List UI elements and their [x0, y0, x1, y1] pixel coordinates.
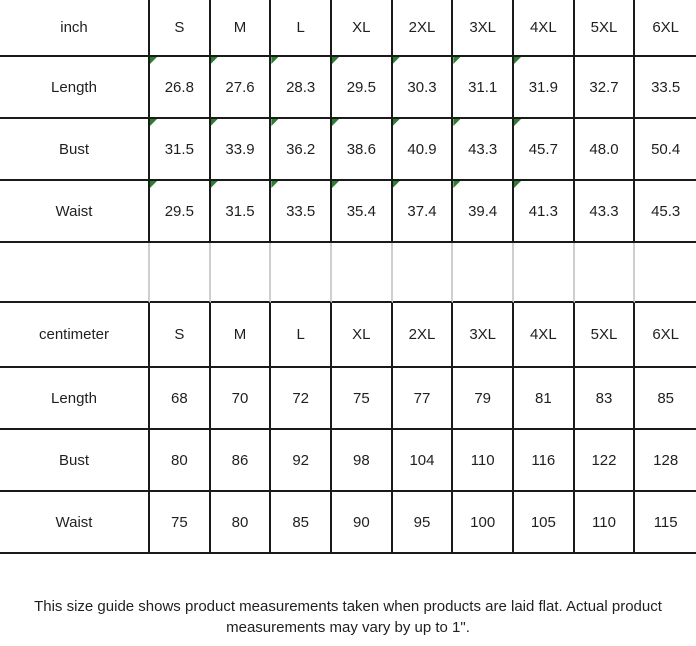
green-corner-marker-icon: [271, 181, 278, 188]
header-row: [0, 303, 696, 368]
green-corner-marker-icon: [150, 57, 157, 64]
spacer-cell: [332, 243, 393, 303]
measurement-cell: 105: [514, 492, 575, 554]
spacer-cell: [211, 243, 272, 303]
green-corner-marker-icon: [211, 57, 218, 64]
measurement-cell: 80: [211, 492, 272, 554]
measurement-cell: 75: [150, 492, 211, 554]
size-column-header: M: [211, 0, 272, 57]
measurement-cell: 115: [635, 492, 696, 554]
unit-header-cell: inch: [0, 0, 150, 57]
measurement-cell: 98: [332, 430, 393, 492]
size-column-header: 6XL: [635, 0, 696, 57]
table-row: [0, 492, 696, 554]
size-column-header: 4XL: [514, 303, 575, 368]
measurement-cell: 79: [453, 368, 514, 430]
size-column-header: L: [271, 0, 332, 57]
spacer-cell: [453, 243, 514, 303]
spacer-cell: [150, 243, 211, 303]
green-corner-marker-icon: [453, 181, 460, 188]
size-column-header: S: [150, 0, 211, 57]
size-column-header: 6XL: [635, 303, 696, 368]
row-label-cell: Bust: [0, 119, 150, 181]
measurement-cell: 29.5: [150, 181, 211, 243]
green-corner-marker-icon: [453, 57, 460, 64]
measurement-cell: 45.3: [635, 181, 696, 243]
measurement-cell: 39.4: [453, 181, 514, 243]
measurement-cell: 50.4: [635, 119, 696, 181]
size-column-header: 5XL: [575, 0, 636, 57]
inch-size-table: [0, 0, 696, 243]
size-column-header: M: [211, 303, 272, 368]
size-column-header: 5XL: [575, 303, 636, 368]
size-column-header: L: [271, 303, 332, 368]
measurement-cell: 31.1: [453, 57, 514, 119]
measurement-cell: 110: [453, 430, 514, 492]
green-corner-marker-icon: [271, 119, 278, 126]
header-row: [0, 0, 696, 57]
table-row: [0, 119, 696, 181]
measurement-cell: 28.3: [271, 57, 332, 119]
size-column-header: 4XL: [514, 0, 575, 57]
green-corner-marker-icon: [150, 119, 157, 126]
measurement-cell: 48.0: [575, 119, 636, 181]
spacer-cell: [0, 243, 150, 303]
measurement-cell: 29.5: [332, 57, 393, 119]
green-corner-marker-icon: [514, 181, 521, 188]
row-label-cell: Bust: [0, 430, 150, 492]
green-corner-marker-icon: [332, 57, 339, 64]
spacer-cell: [393, 243, 454, 303]
measurement-cell: 122: [575, 430, 636, 492]
measurement-cell: 110: [575, 492, 636, 554]
table-row: [0, 181, 696, 243]
measurement-cell: 31.5: [150, 119, 211, 181]
measurement-cell: 26.8: [150, 57, 211, 119]
unit-header-cell: centimeter: [0, 303, 150, 368]
green-corner-marker-icon: [150, 181, 157, 188]
measurement-cell: 41.3: [514, 181, 575, 243]
size-column-header: 2XL: [393, 303, 454, 368]
measurement-cell: 30.3: [393, 57, 454, 119]
row-label-cell: Waist: [0, 492, 150, 554]
measurement-cell: 33.9: [211, 119, 272, 181]
row-label-cell: Length: [0, 57, 150, 119]
measurement-cell: 43.3: [453, 119, 514, 181]
measurement-cell: 75: [332, 368, 393, 430]
green-corner-marker-icon: [332, 181, 339, 188]
green-corner-marker-icon: [393, 119, 400, 126]
table-row: [0, 57, 696, 119]
measurement-cell: 33.5: [635, 57, 696, 119]
size-guide-note: This size guide shows product measurements taken when products are laid flat. Actual product measurements may vary by up to 1".: [34, 598, 662, 636]
measurement-cell: 77: [393, 368, 454, 430]
row-label-cell: Length: [0, 368, 150, 430]
measurement-cell: 95: [393, 492, 454, 554]
measurement-cell: 27.6: [211, 57, 272, 119]
spacer-cell: [514, 243, 575, 303]
measurement-cell: 31.5: [211, 181, 272, 243]
measurement-cell: 128: [635, 430, 696, 492]
spacer-cell: [271, 243, 332, 303]
measurement-cell: 31.9: [514, 57, 575, 119]
size-column-header: 3XL: [453, 303, 514, 368]
spacer-row: [0, 243, 696, 303]
green-corner-marker-icon: [453, 119, 460, 126]
measurement-cell: 70: [211, 368, 272, 430]
measurement-cell: 68: [150, 368, 211, 430]
measurement-cell: 85: [271, 492, 332, 554]
measurement-cell: 38.6: [332, 119, 393, 181]
spacer-cell: [635, 243, 696, 303]
measurement-cell: 86: [211, 430, 272, 492]
measurement-cell: 37.4: [393, 181, 454, 243]
size-column-header: XL: [332, 303, 393, 368]
green-corner-marker-icon: [393, 57, 400, 64]
measurement-cell: 104: [393, 430, 454, 492]
measurement-cell: 36.2: [271, 119, 332, 181]
green-corner-marker-icon: [271, 57, 278, 64]
measurement-cell: 85: [635, 368, 696, 430]
size-column-header: 2XL: [393, 0, 454, 57]
spacer-cell: [575, 243, 636, 303]
centimeter-size-table: [0, 303, 696, 554]
green-corner-marker-icon: [332, 119, 339, 126]
measurement-cell: 116: [514, 430, 575, 492]
measurement-cell: 32.7: [575, 57, 636, 119]
green-corner-marker-icon: [514, 119, 521, 126]
row-label-cell: Waist: [0, 181, 150, 243]
green-corner-marker-icon: [211, 181, 218, 188]
measurement-cell: 72: [271, 368, 332, 430]
green-corner-marker-icon: [393, 181, 400, 188]
table-row: [0, 368, 696, 430]
green-corner-marker-icon: [514, 57, 521, 64]
measurement-cell: 45.7: [514, 119, 575, 181]
green-corner-marker-icon: [211, 119, 218, 126]
measurement-cell: 40.9: [393, 119, 454, 181]
measurement-cell: 35.4: [332, 181, 393, 243]
measurement-cell: 100: [453, 492, 514, 554]
table-row: [0, 430, 696, 492]
measurement-cell: 90: [332, 492, 393, 554]
size-column-header: 3XL: [453, 0, 514, 57]
measurement-cell: 80: [150, 430, 211, 492]
measurement-cell: 83: [575, 368, 636, 430]
measurement-cell: 43.3: [575, 181, 636, 243]
measurement-cell: 81: [514, 368, 575, 430]
measurement-cell: 92: [271, 430, 332, 492]
measurement-cell: 33.5: [271, 181, 332, 243]
size-column-header: XL: [332, 0, 393, 57]
size-column-header: S: [150, 303, 211, 368]
